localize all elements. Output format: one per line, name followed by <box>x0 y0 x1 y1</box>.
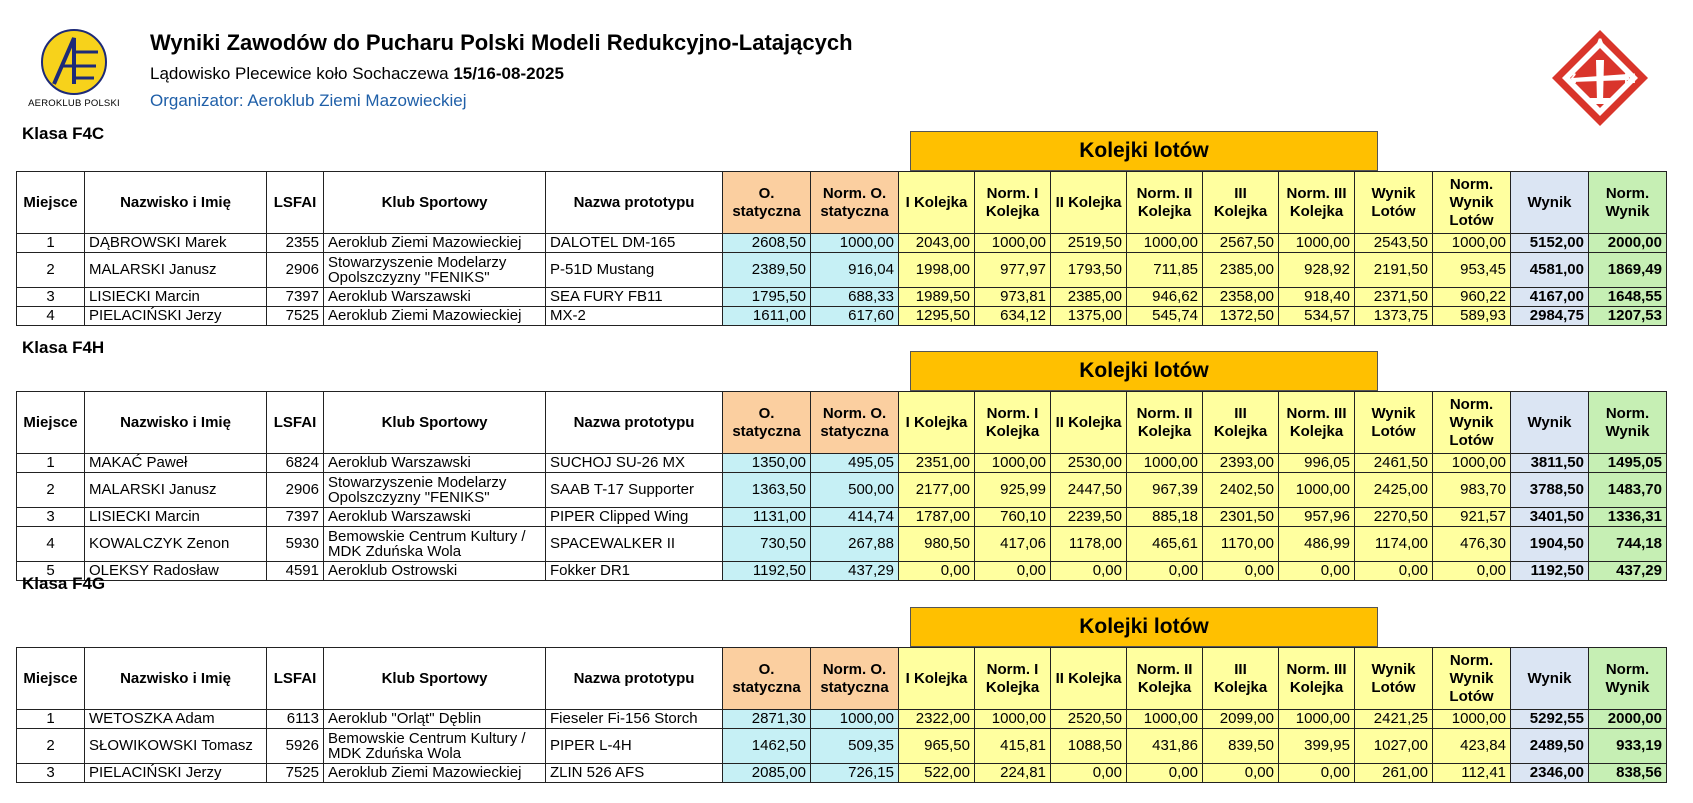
col-kolejka-1-cell: 1998,00 <box>899 253 975 288</box>
col-norm-kolejka-3-cell: 486,99 <box>1279 527 1355 562</box>
col-miejsce-cell: 2 <box>17 729 85 764</box>
col-norm-kolejka-1-cell: 224,81 <box>975 764 1051 783</box>
col-lsfai-cell: 5930 <box>267 527 324 562</box>
col-norm-kolejka-2-cell: 885,18 <box>1127 508 1203 527</box>
table-row <box>17 307 1667 326</box>
table-row <box>17 288 1667 307</box>
col-kolejka-3-header: III Kolejka <box>1203 392 1279 454</box>
col-klub-header: Klub Sportowy <box>324 392 546 454</box>
col-norm-kolejka-2-cell: 0,00 <box>1127 562 1203 581</box>
col-o-statyczna-cell: 2085,00 <box>723 764 811 783</box>
col-klub-cell: Aeroklub Ziemi Mazowieckiej <box>324 307 546 326</box>
col-nazwisko-cell: DĄBROWSKI Marek <box>85 234 267 253</box>
col-kolejka-1-cell: 2043,00 <box>899 234 975 253</box>
col-kolejka-2-cell: 1088,50 <box>1051 729 1127 764</box>
col-wynik-cell: 1904,50 <box>1511 527 1589 562</box>
col-miejsce-cell: 1 <box>17 710 85 729</box>
col-norm-wynik-cell: 838,56 <box>1589 764 1667 783</box>
col-klub-header: Klub Sportowy <box>324 648 546 710</box>
col-kolejka-2-cell: 2385,00 <box>1051 288 1127 307</box>
col-norm-wynik-lotow-cell: 921,57 <box>1433 508 1511 527</box>
col-norm-o-statyczna-cell: 726,15 <box>811 764 899 783</box>
table-row <box>17 764 1667 783</box>
azm-logo <box>1548 26 1658 136</box>
col-o-statyczna-cell: 1795,50 <box>723 288 811 307</box>
header-row <box>17 172 1667 234</box>
col-norm-o-statyczna-cell: 617,60 <box>811 307 899 326</box>
table-row <box>17 729 1667 764</box>
col-norm-kolejka-2-cell: 0,00 <box>1127 764 1203 783</box>
col-norm-wynik-lotow-cell: 1000,00 <box>1433 454 1511 473</box>
col-norm-wynik-cell: 1648,55 <box>1589 288 1667 307</box>
col-norm-kolejka-1-header: Norm. I Kolejka <box>975 648 1051 710</box>
col-lsfai-cell: 6113 <box>267 710 324 729</box>
col-norm-wynik-lotow-cell: 476,30 <box>1433 527 1511 562</box>
header-row <box>17 648 1667 710</box>
table-row <box>17 710 1667 729</box>
col-norm-wynik-cell: 1336,31 <box>1589 508 1667 527</box>
col-kolejka-1-cell: 980,50 <box>899 527 975 562</box>
col-norm-kolejka-1-header: Norm. I Kolejka <box>975 172 1051 234</box>
col-kolejka-1-header: I Kolejka <box>899 648 975 710</box>
col-wynik-lotow-cell: 2461,50 <box>1355 454 1433 473</box>
col-norm-o-statyczna-header: Norm. O. statyczna <box>811 392 899 454</box>
col-wynik-lotow-cell: 1373,75 <box>1355 307 1433 326</box>
col-norm-wynik-cell: 437,29 <box>1589 562 1667 581</box>
col-norm-kolejka-2-header: Norm. II Kolejka <box>1127 648 1203 710</box>
section-title: Klasa F4G <box>22 574 106 593</box>
col-wynik-header: Wynik <box>1511 392 1589 454</box>
col-klub-cell: Aeroklub Warszawski <box>324 508 546 527</box>
col-prototyp-cell: PIPER Clipped Wing <box>546 508 723 527</box>
col-wynik-cell: 3401,50 <box>1511 508 1589 527</box>
col-lsfai-cell: 5926 <box>267 729 324 764</box>
col-kolejka-1-cell: 1787,00 <box>899 508 975 527</box>
col-kolejka-2-cell: 2530,00 <box>1051 454 1127 473</box>
col-kolejka-1-cell: 2177,00 <box>899 473 975 508</box>
col-norm-wynik-header: Norm. Wynik <box>1589 172 1667 234</box>
col-norm-kolejka-1-cell: 760,10 <box>975 508 1051 527</box>
col-o-statyczna-cell: 2608,50 <box>723 234 811 253</box>
kolejki-lotow-header: Kolejki lotów <box>910 607 1378 647</box>
event-location: Lądowisko Plecewice koło Sochaczewa <box>150 64 449 83</box>
col-norm-wynik-lotow-header: Norm. Wynik Lotów <box>1433 392 1511 454</box>
col-miejsce-cell: 2 <box>17 473 85 508</box>
col-kolejka-3-cell: 0,00 <box>1203 562 1279 581</box>
col-prototyp-cell: ZLIN 526 AFS <box>546 764 723 783</box>
table-row <box>17 234 1667 253</box>
col-kolejka-3-header: III Kolejka <box>1203 648 1279 710</box>
kolejki-lotow-header: Kolejki lotów <box>910 351 1378 391</box>
col-lsfai-cell: 2906 <box>267 473 324 508</box>
col-norm-o-statyczna-cell: 1000,00 <box>811 234 899 253</box>
col-nazwisko-cell: MAKAĆ Paweł <box>85 454 267 473</box>
col-kolejka-2-cell: 1793,50 <box>1051 253 1127 288</box>
aeroklub-polski-logo-icon <box>40 28 108 96</box>
col-nazwisko-cell: WETOSZKA Adam <box>85 710 267 729</box>
col-lsfai-cell: 7525 <box>267 307 324 326</box>
col-klub-header: Klub Sportowy <box>324 172 546 234</box>
col-nazwisko-cell: KOWALCZYK Zenon <box>85 527 267 562</box>
col-norm-wynik-lotow-cell: 953,45 <box>1433 253 1511 288</box>
col-norm-kolejka-3-cell: 399,95 <box>1279 729 1355 764</box>
col-norm-wynik-lotow-cell: 983,70 <box>1433 473 1511 508</box>
col-norm-wynik-header: Norm. Wynik <box>1589 648 1667 710</box>
col-miejsce-cell: 3 <box>17 764 85 783</box>
col-kolejka-3-cell: 1170,00 <box>1203 527 1279 562</box>
col-norm-kolejka-1-cell: 1000,00 <box>975 454 1051 473</box>
col-klub-cell: Stowarzyszenie Modelarzy Opolszczyzny "FENIKS" <box>324 253 546 288</box>
col-o-statyczna-cell: 2389,50 <box>723 253 811 288</box>
col-norm-kolejka-1-cell: 925,99 <box>975 473 1051 508</box>
col-klub-cell: Aeroklub Warszawski <box>324 454 546 473</box>
col-norm-kolejka-2-cell: 431,86 <box>1127 729 1203 764</box>
col-kolejka-2-header: II Kolejka <box>1051 648 1127 710</box>
col-kolejka-1-cell: 2351,00 <box>899 454 975 473</box>
col-norm-kolejka-2-cell: 711,85 <box>1127 253 1203 288</box>
col-kolejka-1-cell: 2322,00 <box>899 710 975 729</box>
col-nazwisko-cell: MALARSKI Janusz <box>85 253 267 288</box>
col-kolejka-3-cell: 2099,00 <box>1203 710 1279 729</box>
col-klub-cell: Stowarzyszenie Modelarzy Opolszczyzny "FENIKS" <box>324 473 546 508</box>
col-kolejka-3-header: III Kolejka <box>1203 172 1279 234</box>
col-nazwisko-header: Nazwisko i Imię <box>85 648 267 710</box>
col-nazwisko-cell: LISIECKI Marcin <box>85 508 267 527</box>
col-prototyp-header: Nazwa prototypu <box>546 392 723 454</box>
col-wynik-lotow-header: Wynik Lotów <box>1355 172 1433 234</box>
col-miejsce-cell: 4 <box>17 527 85 562</box>
col-prototyp-cell: SAAB T-17 Supporter <box>546 473 723 508</box>
col-norm-kolejka-2-cell: 1000,00 <box>1127 710 1203 729</box>
table-row <box>17 508 1667 527</box>
col-norm-kolejka-3-cell: 957,96 <box>1279 508 1355 527</box>
col-norm-o-statyczna-cell: 1000,00 <box>811 710 899 729</box>
aeroklub-polski-label: AEROKLUB POLSKI <box>28 98 120 109</box>
col-wynik-lotow-header: Wynik Lotów <box>1355 392 1433 454</box>
col-wynik-lotow-cell: 2270,50 <box>1355 508 1433 527</box>
col-norm-kolejka-1-cell: 973,81 <box>975 288 1051 307</box>
azm-letter-z: Z <box>1567 70 1577 86</box>
results-table <box>16 171 1667 326</box>
col-nazwisko-cell: SŁOWIKOWSKI Tomasz <box>85 729 267 764</box>
col-wynik-lotow-header: Wynik Lotów <box>1355 648 1433 710</box>
col-nazwisko-cell: PIELACIŃSKI Jerzy <box>85 764 267 783</box>
col-norm-wynik-cell: 744,18 <box>1589 527 1667 562</box>
col-norm-wynik-cell: 2000,00 <box>1589 234 1667 253</box>
col-kolejka-1-cell: 965,50 <box>899 729 975 764</box>
col-kolejka-2-header: II Kolejka <box>1051 392 1127 454</box>
col-norm-wynik-lotow-cell: 1000,00 <box>1433 710 1511 729</box>
col-miejsce-cell: 1 <box>17 234 85 253</box>
col-norm-o-statyczna-cell: 414,74 <box>811 508 899 527</box>
col-norm-kolejka-1-cell: 977,97 <box>975 253 1051 288</box>
col-wynik-cell: 3788,50 <box>1511 473 1589 508</box>
col-norm-kolejka-1-cell: 0,00 <box>975 562 1051 581</box>
col-norm-wynik-lotow-cell: 423,84 <box>1433 729 1511 764</box>
col-miejsce-header: Miejsce <box>17 392 85 454</box>
col-prototyp-cell: Fokker DR1 <box>546 562 723 581</box>
event-location-line <box>150 64 564 84</box>
col-klub-cell: Bemowskie Centrum Kultury / MDK Zduńska Wola <box>324 527 546 562</box>
col-nazwisko-cell: PIELACIŃSKI Jerzy <box>85 307 267 326</box>
col-wynik-lotow-cell: 0,00 <box>1355 562 1433 581</box>
col-wynik-lotow-cell: 1174,00 <box>1355 527 1433 562</box>
col-o-statyczna-cell: 1350,00 <box>723 454 811 473</box>
col-norm-wynik-lotow-cell: 589,93 <box>1433 307 1511 326</box>
col-o-statyczna-cell: 1131,00 <box>723 508 811 527</box>
col-o-statyczna-cell: 1363,50 <box>723 473 811 508</box>
col-wynik-lotow-cell: 2425,00 <box>1355 473 1433 508</box>
col-o-statyczna-cell: 1611,00 <box>723 307 811 326</box>
col-wynik-lotow-cell: 1027,00 <box>1355 729 1433 764</box>
col-norm-kolejka-2-cell: 545,74 <box>1127 307 1203 326</box>
col-o-statyczna-header: O. statyczna <box>723 392 811 454</box>
col-prototyp-cell: SEA FURY FB11 <box>546 288 723 307</box>
table-row <box>17 562 1667 581</box>
col-kolejka-2-cell: 2519,50 <box>1051 234 1127 253</box>
col-klub-cell: Bemowskie Centrum Kultury / MDK Zduńska Wola <box>324 729 546 764</box>
col-norm-wynik-cell: 1869,49 <box>1589 253 1667 288</box>
col-norm-kolejka-2-header: Norm. II Kolejka <box>1127 172 1203 234</box>
col-prototyp-cell: MX-2 <box>546 307 723 326</box>
col-prototyp-cell: DALOTEL DM-165 <box>546 234 723 253</box>
azm-letter-a: A <box>1594 35 1606 51</box>
col-norm-o-statyczna-cell: 500,00 <box>811 473 899 508</box>
col-prototyp-header: Nazwa prototypu <box>546 172 723 234</box>
col-lsfai-header: LSFAI <box>267 648 324 710</box>
col-norm-kolejka-3-cell: 928,92 <box>1279 253 1355 288</box>
col-wynik-cell: 2346,00 <box>1511 764 1589 783</box>
col-wynik-lotow-cell: 2191,50 <box>1355 253 1433 288</box>
col-kolejka-3-cell: 2301,50 <box>1203 508 1279 527</box>
col-lsfai-header: LSFAI <box>267 172 324 234</box>
col-miejsce-cell: 3 <box>17 288 85 307</box>
col-norm-o-statyczna-cell: 495,05 <box>811 454 899 473</box>
col-norm-wynik-lotow-cell: 960,22 <box>1433 288 1511 307</box>
col-wynik-cell: 4167,00 <box>1511 288 1589 307</box>
col-o-statyczna-cell: 2871,30 <box>723 710 811 729</box>
col-norm-wynik-cell: 1483,70 <box>1589 473 1667 508</box>
col-klub-cell: Aeroklub Ziemi Mazowieckiej <box>324 234 546 253</box>
col-norm-o-statyczna-header: Norm. O. statyczna <box>811 172 899 234</box>
col-norm-kolejka-3-header: Norm. III Kolejka <box>1279 392 1355 454</box>
col-wynik-cell: 5152,00 <box>1511 234 1589 253</box>
col-wynik-cell: 5292,55 <box>1511 710 1589 729</box>
col-miejsce-cell: 1 <box>17 454 85 473</box>
results-table <box>16 391 1667 581</box>
col-norm-kolejka-3-cell: 918,40 <box>1279 288 1355 307</box>
col-kolejka-1-cell: 522,00 <box>899 764 975 783</box>
col-norm-kolejka-1-cell: 634,12 <box>975 307 1051 326</box>
col-prototyp-header: Nazwa prototypu <box>546 648 723 710</box>
col-norm-wynik-lotow-cell: 112,41 <box>1433 764 1511 783</box>
col-kolejka-1-header: I Kolejka <box>899 172 975 234</box>
col-o-statyczna-cell: 1192,50 <box>723 562 811 581</box>
col-norm-kolejka-2-cell: 465,61 <box>1127 527 1203 562</box>
col-norm-wynik-cell: 1207,53 <box>1589 307 1667 326</box>
col-lsfai-cell: 7525 <box>267 764 324 783</box>
col-norm-kolejka-1-header: Norm. I Kolejka <box>975 392 1051 454</box>
col-norm-kolejka-3-cell: 0,00 <box>1279 562 1355 581</box>
table-row <box>17 253 1667 288</box>
col-norm-kolejka-3-cell: 1000,00 <box>1279 234 1355 253</box>
col-miejsce-header: Miejsce <box>17 172 85 234</box>
col-prototyp-cell: PIPER L-4H <box>546 729 723 764</box>
col-lsfai-cell: 7397 <box>267 288 324 307</box>
col-wynik-header: Wynik <box>1511 648 1589 710</box>
col-kolejka-2-cell: 2447,50 <box>1051 473 1127 508</box>
col-norm-o-statyczna-cell: 267,88 <box>811 527 899 562</box>
col-prototyp-cell: Fieseler Fi-156 Storch <box>546 710 723 729</box>
col-o-statyczna-header: O. statyczna <box>723 648 811 710</box>
col-nazwisko-cell: LISIECKI Marcin <box>85 288 267 307</box>
col-norm-kolejka-3-header: Norm. III Kolejka <box>1279 648 1355 710</box>
col-kolejka-3-cell: 0,00 <box>1203 764 1279 783</box>
col-wynik-lotow-cell: 261,00 <box>1355 764 1433 783</box>
col-norm-o-statyczna-header: Norm. O. statyczna <box>811 648 899 710</box>
col-lsfai-cell: 6824 <box>267 454 324 473</box>
col-norm-o-statyczna-cell: 509,35 <box>811 729 899 764</box>
col-wynik-cell: 4581,00 <box>1511 253 1589 288</box>
col-kolejka-3-cell: 839,50 <box>1203 729 1279 764</box>
col-klub-cell: Aeroklub Warszawski <box>324 288 546 307</box>
col-lsfai-cell: 2355 <box>267 234 324 253</box>
col-kolejka-3-cell: 1372,50 <box>1203 307 1279 326</box>
col-norm-kolejka-3-cell: 534,57 <box>1279 307 1355 326</box>
col-nazwisko-header: Nazwisko i Imię <box>85 172 267 234</box>
section-title: Klasa F4H <box>22 338 105 357</box>
col-norm-wynik-cell: 2000,00 <box>1589 710 1667 729</box>
col-norm-wynik-lotow-cell: 0,00 <box>1433 562 1511 581</box>
col-kolejka-2-cell: 0,00 <box>1051 562 1127 581</box>
col-klub-cell: Aeroklub Ziemi Mazowieckiej <box>324 764 546 783</box>
col-norm-wynik-lotow-cell: 1000,00 <box>1433 234 1511 253</box>
col-kolejka-3-cell: 2393,00 <box>1203 454 1279 473</box>
col-norm-kolejka-1-cell: 1000,00 <box>975 234 1051 253</box>
col-norm-kolejka-2-cell: 967,39 <box>1127 473 1203 508</box>
col-norm-kolejka-3-header: Norm. III Kolejka <box>1279 172 1355 234</box>
col-lsfai-cell: 2906 <box>267 253 324 288</box>
col-norm-kolejka-1-cell: 1000,00 <box>975 710 1051 729</box>
results-table <box>16 647 1667 783</box>
col-wynik-cell: 2984,75 <box>1511 307 1589 326</box>
col-prototyp-cell: SPACEWALKER II <box>546 527 723 562</box>
col-norm-kolejka-1-cell: 415,81 <box>975 729 1051 764</box>
col-prototyp-cell: P-51D Mustang <box>546 253 723 288</box>
section-title: Klasa F4C <box>22 124 105 143</box>
col-norm-o-statyczna-cell: 916,04 <box>811 253 899 288</box>
col-miejsce-cell: 5 <box>17 562 85 581</box>
col-norm-kolejka-1-cell: 417,06 <box>975 527 1051 562</box>
col-lsfai-header: LSFAI <box>267 392 324 454</box>
organizer-line: Organizator: Aeroklub Ziemi Mazowieckiej <box>150 91 467 110</box>
col-kolejka-2-cell: 0,00 <box>1051 764 1127 783</box>
col-miejsce-cell: 3 <box>17 508 85 527</box>
col-norm-wynik-cell: 1495,05 <box>1589 454 1667 473</box>
col-kolejka-3-cell: 2567,50 <box>1203 234 1279 253</box>
col-kolejka-2-cell: 2239,50 <box>1051 508 1127 527</box>
col-lsfai-cell: 4591 <box>267 562 324 581</box>
col-o-statyczna-header: O. statyczna <box>723 172 811 234</box>
col-wynik-cell: 2489,50 <box>1511 729 1589 764</box>
aeroklub-polski-logo <box>26 28 122 110</box>
col-prototyp-cell: SUCHOJ SU-26 MX <box>546 454 723 473</box>
col-kolejka-2-cell: 1375,00 <box>1051 307 1127 326</box>
col-kolejka-1-header: I Kolejka <box>899 392 975 454</box>
table-row <box>17 454 1667 473</box>
col-norm-kolejka-2-cell: 946,62 <box>1127 288 1203 307</box>
col-klub-cell: Aeroklub Ostrowski <box>324 562 546 581</box>
col-o-statyczna-cell: 730,50 <box>723 527 811 562</box>
col-norm-kolejka-2-cell: 1000,00 <box>1127 234 1203 253</box>
col-norm-kolejka-2-header: Norm. II Kolejka <box>1127 392 1203 454</box>
col-o-statyczna-cell: 1462,50 <box>723 729 811 764</box>
col-norm-kolejka-3-cell: 1000,00 <box>1279 710 1355 729</box>
col-kolejka-2-header: II Kolejka <box>1051 172 1127 234</box>
azm-logo-icon <box>1548 26 1652 130</box>
col-kolejka-3-cell: 2358,00 <box>1203 288 1279 307</box>
azm-letter-m: M <box>1624 70 1636 86</box>
col-klub-cell: Aeroklub "Orląt" Dęblin <box>324 710 546 729</box>
table-row <box>17 473 1667 508</box>
table-row <box>17 527 1667 562</box>
col-nazwisko-cell: OLEKSY Radosław <box>85 562 267 581</box>
col-kolejka-1-cell: 1989,50 <box>899 288 975 307</box>
col-kolejka-3-cell: 2385,00 <box>1203 253 1279 288</box>
event-dates: 15/16-08-2025 <box>453 64 564 83</box>
col-wynik-header: Wynik <box>1511 172 1589 234</box>
col-kolejka-2-cell: 1178,00 <box>1051 527 1127 562</box>
col-wynik-lotow-cell: 2421,25 <box>1355 710 1433 729</box>
col-wynik-lotow-cell: 2543,50 <box>1355 234 1433 253</box>
col-kolejka-1-cell: 1295,50 <box>899 307 975 326</box>
col-miejsce-cell: 4 <box>17 307 85 326</box>
header-row <box>17 392 1667 454</box>
col-kolejka-1-cell: 0,00 <box>899 562 975 581</box>
col-lsfai-cell: 7397 <box>267 508 324 527</box>
col-norm-kolejka-3-cell: 1000,00 <box>1279 473 1355 508</box>
col-wynik-cell: 1192,50 <box>1511 562 1589 581</box>
col-norm-wynik-lotow-header: Norm. Wynik Lotów <box>1433 648 1511 710</box>
col-norm-wynik-lotow-header: Norm. Wynik Lotów <box>1433 172 1511 234</box>
col-kolejka-2-cell: 2520,50 <box>1051 710 1127 729</box>
col-norm-kolejka-3-cell: 996,05 <box>1279 454 1355 473</box>
col-kolejka-3-cell: 2402,50 <box>1203 473 1279 508</box>
kolejki-lotow-header: Kolejki lotów <box>910 131 1378 171</box>
col-nazwisko-header: Nazwisko i Imię <box>85 392 267 454</box>
col-norm-wynik-cell: 933,19 <box>1589 729 1667 764</box>
col-norm-kolejka-2-cell: 1000,00 <box>1127 454 1203 473</box>
col-norm-o-statyczna-cell: 688,33 <box>811 288 899 307</box>
col-miejsce-cell: 2 <box>17 253 85 288</box>
col-norm-wynik-header: Norm. Wynik <box>1589 392 1667 454</box>
col-wynik-cell: 3811,50 <box>1511 454 1589 473</box>
col-norm-kolejka-3-cell: 0,00 <box>1279 764 1355 783</box>
page-title: Wyniki Zawodów do Pucharu Polski Modeli Redukcyjno-Latających <box>150 30 853 55</box>
col-wynik-lotow-cell: 2371,50 <box>1355 288 1433 307</box>
col-norm-o-statyczna-cell: 437,29 <box>811 562 899 581</box>
col-nazwisko-cell: MALARSKI Janusz <box>85 473 267 508</box>
col-miejsce-header: Miejsce <box>17 648 85 710</box>
